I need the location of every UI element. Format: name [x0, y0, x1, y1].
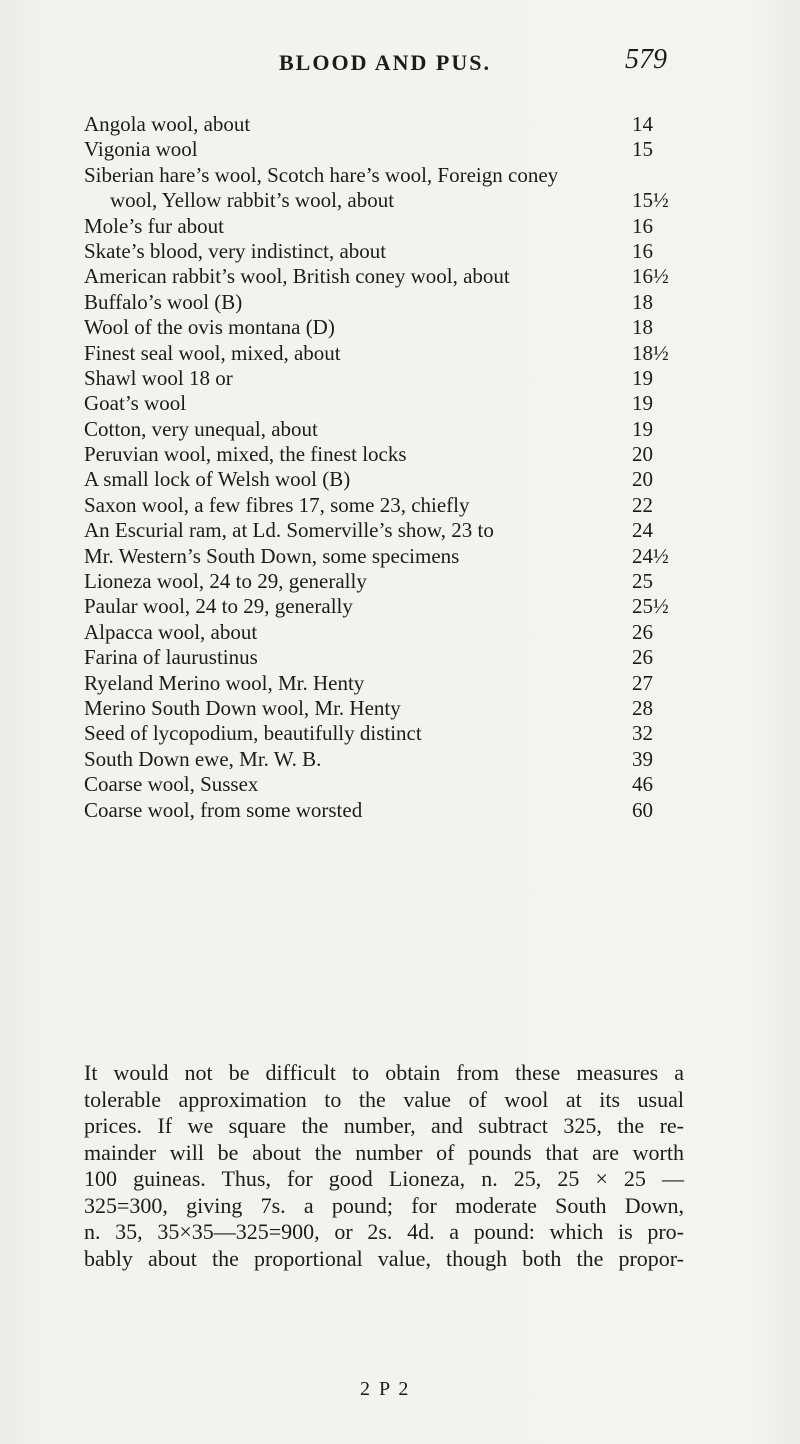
- row-label: Coarse wool, from some worsted: [84, 797, 363, 822]
- row-value: 39: [632, 746, 653, 771]
- row-label: Angola wool, about: [84, 112, 251, 136]
- table-row: [0, 772, 800, 797]
- table-row: [0, 493, 800, 518]
- table-row: [0, 214, 800, 239]
- row-value: 20: [632, 467, 653, 492]
- row-value: 18: [632, 289, 653, 314]
- row-value: 15½: [632, 188, 669, 213]
- paragraph-line: mainder will be about the number of pounds that are worth: [84, 1139, 684, 1165]
- row-label: Farina of laurustinus: [84, 645, 258, 670]
- row-value: 24: [632, 518, 653, 543]
- row-label: South Down ewe, Mr. W. B.: [84, 746, 322, 771]
- row-value: 46: [632, 772, 653, 797]
- row-value: 18: [632, 315, 653, 340]
- row-value: 22: [632, 492, 653, 517]
- row-label: Finest seal wool, mixed, about: [84, 340, 341, 365]
- row-label: Seed of lycopodium, beautifully distinct: [84, 721, 422, 746]
- paragraph-line: bably about the proportional value, though both the propor-: [84, 1245, 684, 1271]
- row-label: Saxon wool, a few fibres 17, some 23, chiefly: [84, 492, 470, 517]
- row-value: 18½: [632, 340, 669, 365]
- table-row: [0, 467, 800, 492]
- row-value: 32: [632, 721, 653, 746]
- table-row: [0, 163, 800, 188]
- row-value: 25½: [632, 594, 669, 619]
- row-label: Mole’s fur about: [84, 213, 224, 238]
- page-number: 579: [625, 44, 667, 75]
- table-row: [0, 239, 800, 264]
- row-value: 60: [632, 797, 653, 822]
- row-label: Paular wool, 24 to 29, generally: [84, 594, 353, 619]
- table-row: [0, 620, 800, 645]
- row-value: 14: [632, 112, 653, 136]
- row-value: 16: [632, 213, 653, 238]
- row-value: 26: [632, 645, 653, 670]
- row-label: Buffalo’s wool (B): [84, 289, 243, 314]
- row-label: Lioneza wool, 24 to 29, generally: [84, 569, 367, 594]
- row-label: Ryeland Merino wool, Mr. Henty: [84, 670, 365, 695]
- table-row: [0, 544, 800, 569]
- table-row: [0, 645, 800, 670]
- signature-mark: 2 P 2: [360, 1378, 411, 1400]
- table-row: [0, 518, 800, 543]
- row-label: wool, Yellow rabbit’s wool, about: [110, 188, 395, 213]
- row-value: 28: [632, 695, 653, 720]
- row-label: An Escurial ram, at Ld. Somerville’s show, 23 to: [84, 518, 494, 543]
- table-row: [0, 671, 800, 696]
- row-value: 19: [632, 365, 653, 390]
- row-value: 15: [632, 137, 653, 162]
- table-row: [0, 341, 800, 366]
- paragraph-line: 100 guineas. Thus, for good Lioneza, n. 25, 25 × 25 —: [84, 1166, 684, 1191]
- row-label: Skate’s blood, very indistinct, about: [84, 238, 387, 263]
- table-row: [0, 696, 800, 721]
- row-value: 20: [632, 442, 653, 467]
- row-value: 27: [632, 670, 653, 695]
- body-paragraph: [84, 1060, 684, 1272]
- page-header: [0, 44, 800, 84]
- table-row: [0, 315, 800, 340]
- row-label: Goat’s wool: [84, 391, 187, 416]
- row-label: Mr. Western’s South Down, some specimens: [84, 543, 460, 568]
- table-row: [0, 747, 800, 772]
- table-row: [0, 594, 800, 619]
- row-label: Cotton, very unequal, about: [84, 416, 318, 441]
- table-row: [0, 264, 800, 289]
- row-label: Siberian hare’s wool, Scotch hare’s wool, Foreign coney: [84, 162, 559, 187]
- table-row: [0, 569, 800, 594]
- table-row: [0, 442, 800, 467]
- paragraph-line: prices. If we square the number, and subtract 325, the re-: [84, 1113, 684, 1138]
- row-label: A small lock of Welsh wool (B): [84, 467, 351, 492]
- row-value: 19: [632, 391, 653, 416]
- running-head: BLOOD AND PUS.: [279, 50, 491, 75]
- row-label: Coarse wool, Sussex: [84, 772, 259, 797]
- row-value: 16½: [632, 264, 669, 289]
- row-label: Shawl wool 18 or: [84, 365, 233, 390]
- row-label: Peruvian wool, mixed, the finest locks: [84, 442, 407, 467]
- table-row: [0, 112, 800, 137]
- row-value: 16: [632, 238, 653, 263]
- measurement-table: [0, 112, 800, 823]
- row-label: Wool of the ovis montana (D): [84, 315, 335, 340]
- row-value: 26: [632, 619, 653, 644]
- paragraph-line: n. 35, 35×35—325=900, or 2s. 4d. a pound: which is pro-: [84, 1219, 684, 1244]
- table-row: [0, 391, 800, 416]
- row-value: 25: [632, 569, 653, 594]
- table-row: [0, 798, 800, 823]
- row-label: Merino South Down wool, Mr. Henty: [84, 695, 401, 720]
- row-label: Vigonia wool: [84, 137, 198, 162]
- paragraph-line: tolerable approximation to the value of wool at its usual: [84, 1086, 684, 1112]
- table-row: [0, 290, 800, 315]
- table-row: [0, 721, 800, 746]
- row-value: 24½: [632, 543, 669, 568]
- paragraph-line: It would not be difficult to obtain from these measures a: [84, 1060, 684, 1085]
- table-row: [0, 188, 800, 213]
- row-value: 19: [632, 416, 653, 441]
- paragraph-line: 325=300, giving 7s. a pound; for moderate South Down,: [84, 1192, 684, 1218]
- table-row: [0, 137, 800, 162]
- table-row: [0, 417, 800, 442]
- row-label: Alpacca wool, about: [84, 619, 258, 644]
- row-label: American rabbit’s wool, British coney wool, about: [84, 264, 510, 289]
- table-row: [0, 366, 800, 391]
